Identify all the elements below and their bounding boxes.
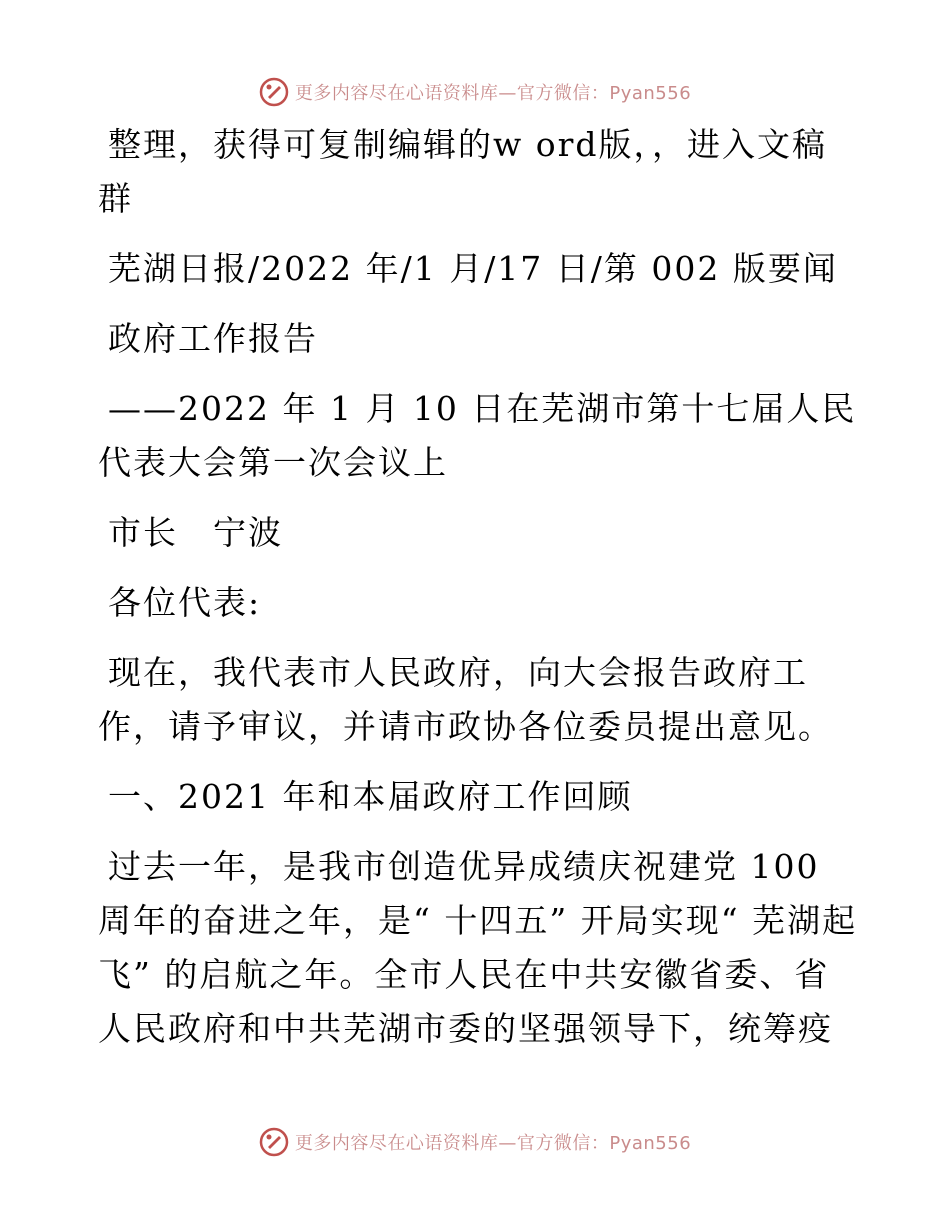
footer-watermark (0, 1122, 950, 1162)
document-title: 政府工作报告 (108, 319, 318, 358)
paragraph-intro: 现在，我代表市人民政府，向大会报告政府工作，请予审议，并请市政协各位委员提出意见。 (98, 653, 833, 746)
section-heading: 一、2021 年和本届政府工作回顾 (108, 777, 633, 816)
salutation: 各位代表: (108, 583, 262, 622)
watermark-text: 更多内容尽在心语资料库—官方微信：Pyan556 (294, 83, 692, 104)
watermark-text: 更多内容尽在心语资料库—官方微信：Pyan556 (294, 1133, 692, 1154)
author-line: 市长 宁波 (108, 513, 283, 552)
paragraph-source: 芜湖日报/2022 年/1 月/17 日/第 002 版要闻 (108, 249, 838, 288)
paragraph-note: 整理，获得可复制编辑的w ord版，，进入文稿群 (98, 125, 828, 218)
logo-icon (259, 1127, 289, 1157)
document-subtitle: ——2022 年 1 月 10 日在芜湖市第十七届人民代表大会第一次会议上 (98, 389, 857, 482)
document-body (98, 118, 858, 1072)
paragraph-body: 过去一年，是我市创造优异成绩庆祝建党 100 周年的奋进之年，是“ 十四五” 开局实现“ 芜湖起飞” 的启航之年。全市人民在中共安徽省委、省人民政府和中共芜湖市委的坚强领导下，统筹疫 (98, 847, 858, 1048)
header-watermark (0, 72, 950, 112)
logo-icon (259, 77, 289, 107)
